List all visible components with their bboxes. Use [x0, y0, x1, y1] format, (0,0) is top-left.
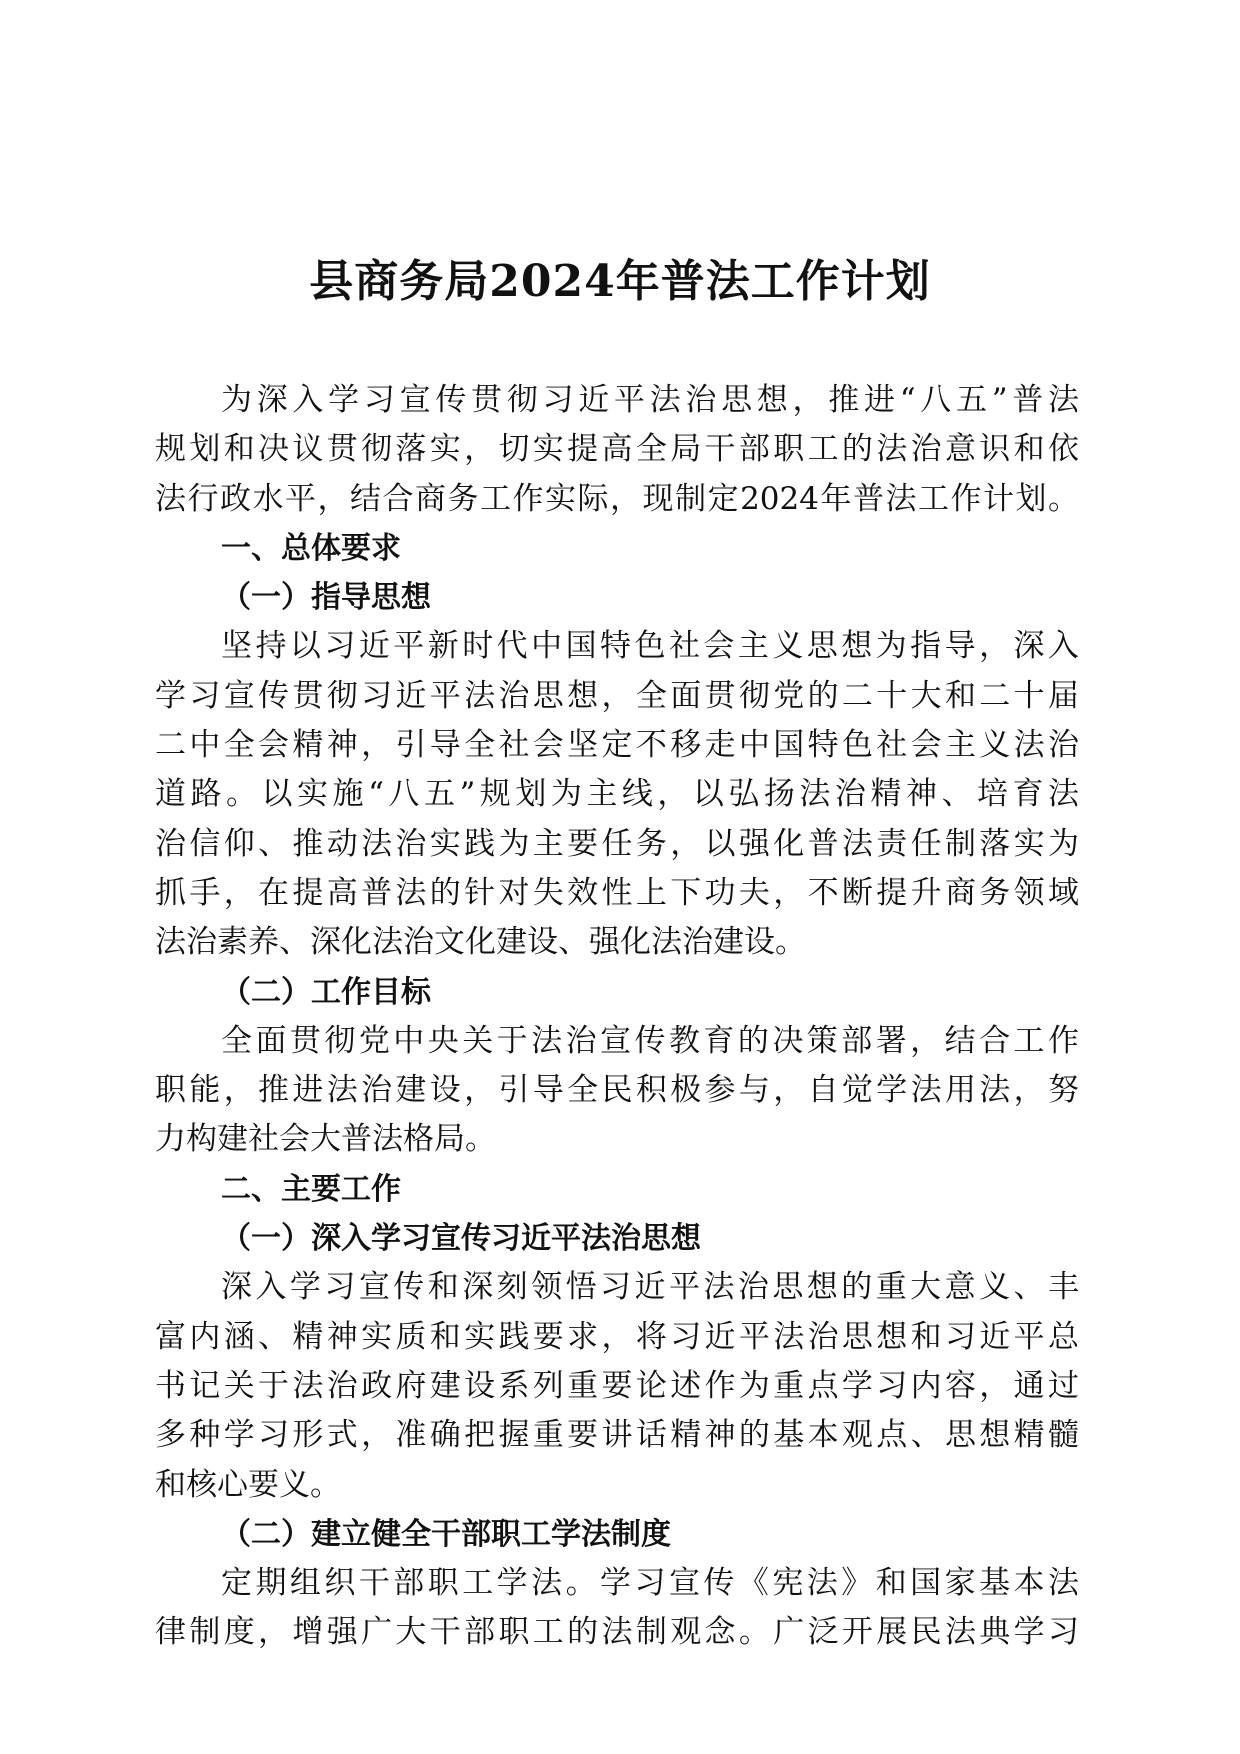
paragraph-line: 力构建社会大普法格局。	[155, 1121, 496, 1158]
paragraph-line: 道路。以实施“八五”规划为主线，以弘扬法治精神、培育法	[155, 776, 1079, 813]
subsection-heading: （二）建立健全干部职工学法制度	[221, 1516, 671, 1552]
paragraph-line: 富内涵、精神实质和实践要求，将习近平法治思想和习近平总	[155, 1318, 1079, 1355]
subsection-heading: （一）深入学习宣传习近平法治思想	[221, 1221, 701, 1257]
paragraph-line: 多种学习形式，准确把握重要讲话精神的基本观点、思想精髓	[155, 1417, 1079, 1454]
paragraph-line: 深入学习宣传和深刻领悟习近平法治思想的重大意义、丰	[221, 1269, 1079, 1306]
paragraph-line: 律制度，增强广大干部职工的法制观念。广泛开展民法典学习	[155, 1614, 1079, 1651]
paragraph-line: 职能，推进法治建设，引导全民积极参与，自觉学法用法，努	[155, 1072, 1079, 1109]
paragraph-line: 定期组织干部职工学法。学习宣传《宪法》和国家基本法	[221, 1565, 1079, 1602]
paragraph-line: 治信仰、推动法治实践为主要任务，以强化普法责任制落实为	[155, 825, 1079, 862]
document-body	[155, 376, 1079, 1658]
paragraph-line: 坚持以习近平新时代中国特色社会主义思想为指导，深入	[221, 628, 1079, 665]
section-heading: 一、总体要求	[221, 530, 401, 566]
paragraph-line: 规划和决议贯彻落实，切实提高全局干部职工的法治意识和依	[155, 431, 1079, 468]
document-title: 县商务局2024年普法工作计划	[309, 256, 931, 307]
subsection-heading: （一）指导思想	[221, 580, 431, 616]
paragraph-line: 和核心要义。	[155, 1466, 341, 1503]
section-heading: 二、主要工作	[221, 1171, 401, 1207]
paragraph-line: 法行政水平，结合商务工作实际，现制定2024年普法工作计划。	[155, 480, 1079, 517]
paragraph-line: 为深入学习宣传贯彻习近平法治思想，推进“八五”普法	[221, 382, 1079, 418]
paragraph-line: 抓手，在提高普法的针对失效性上下功夫，不断提升商务领域	[155, 874, 1079, 911]
paragraph-line: 法治素养、深化法治文化建设、强化法治建设。	[155, 924, 806, 961]
paragraph-line: 书记关于法治政府建设系列重要论述作为重点学习内容，通过	[155, 1367, 1079, 1404]
paragraph-line: 学习宣传贯彻习近平法治思想，全面贯彻党的二十大和二十届	[155, 677, 1079, 714]
paragraph-line: 全面贯彻党中央关于法治宣传教育的决策部署，结合工作	[221, 1022, 1079, 1059]
paragraph-line: 二中全会精神，引导全社会坚定不移走中国特色社会主义法治	[155, 727, 1079, 764]
subsection-heading: （二）工作目标	[221, 974, 431, 1010]
